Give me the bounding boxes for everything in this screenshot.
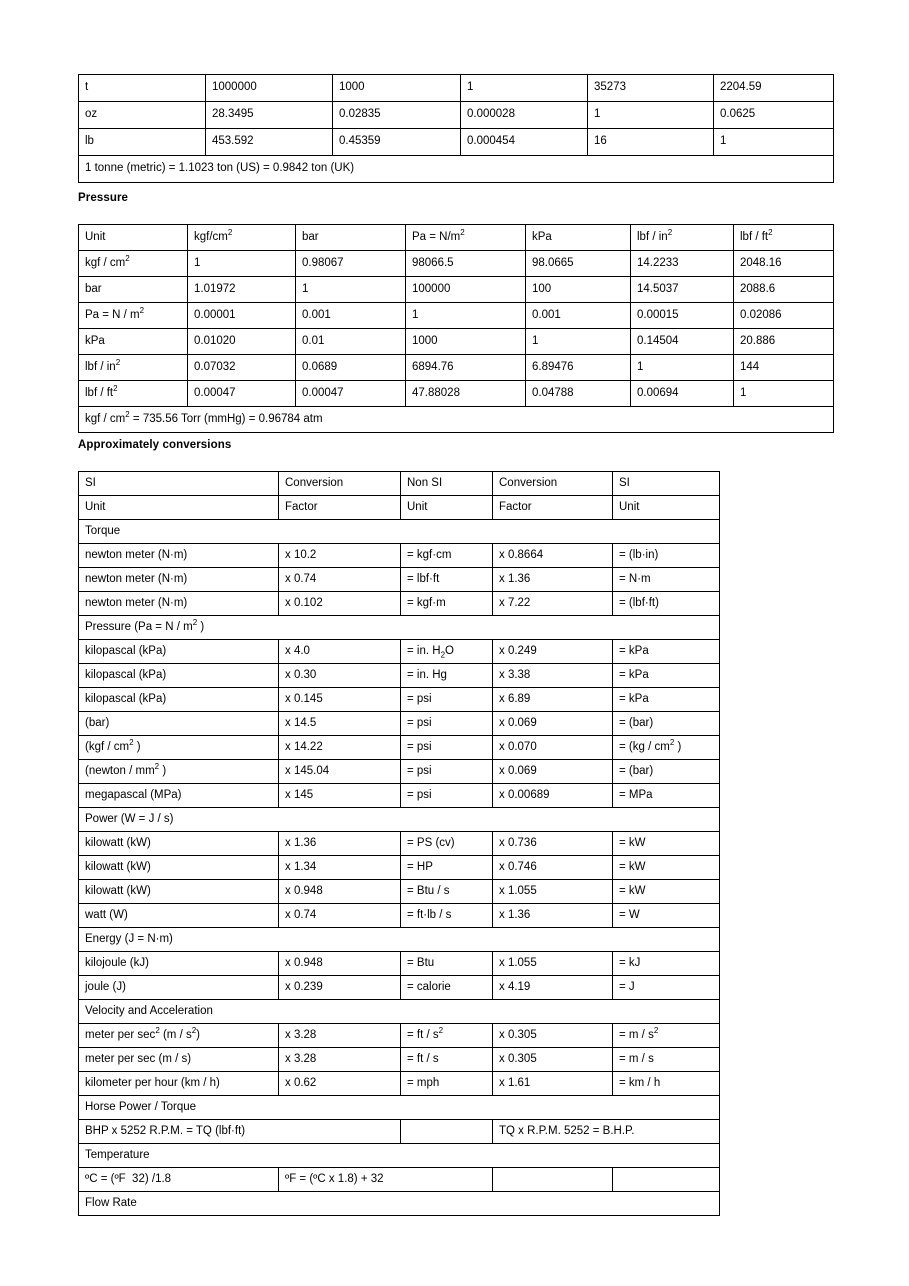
table-row [79,1024,720,1048]
approx-column-header: Non SI [401,472,493,496]
approx-column-subheader: Factor [279,496,401,520]
pressure-column-header: bar [296,225,406,251]
pressure-value-cell: 0.01 [296,329,406,355]
approx-column-subheader: Unit [401,496,493,520]
conversion-factor-cell: x 0.62 [279,1072,401,1096]
si-unit-cell: = MPa [613,784,720,808]
mass-value-cell: 453.592 [206,129,333,156]
pressure-value-cell: 1 [296,277,406,303]
group-label-row [79,928,720,952]
non-si-unit-cell: = psi [401,736,493,760]
temperature-fahrenheit-formula: ºF = (ºC x 1.8) + 32 [279,1168,493,1192]
pressure-value-cell: 2048.16 [734,251,834,277]
conversion-factor-cell: x 1.34 [279,856,401,880]
group-label: Flow Rate [79,1192,720,1216]
conversion-factor-cell: x 0.102 [279,592,401,616]
si-unit-cell: = (lb·in) [613,544,720,568]
table-row [79,1048,720,1072]
conversion-factor-cell: x 0.239 [279,976,401,1000]
pressure-column-header: $Pa = N/m^2$ [406,225,526,251]
si-unit-cell: ($kgf / cm^2$ ) [79,736,279,760]
table-row [79,1120,720,1144]
pressure-value-cell: 1 [734,381,834,407]
group-label-row [79,1144,720,1168]
pressure-unit-cell: kgf / $cm^2$ [79,251,188,277]
pressure-value-cell: 6894.76 [406,355,526,381]
si-unit-cell: = m / s [613,1048,720,1072]
table-row [79,760,720,784]
pressure-value-cell: 0.01020 [188,329,296,355]
pressure-value-cell: 14.2233 [631,251,734,277]
non-si-unit-cell: = in. $H_2O$ [401,640,493,664]
si-unit-cell: kilowatt (kW) [79,856,279,880]
conversion-factor-cell: x 1.36 [493,904,613,928]
si-unit-cell: kilopascal (kPa) [79,640,279,664]
pressure-value-cell: 1 [188,251,296,277]
approx-column-header: SI [79,472,279,496]
si-unit-cell: = kPa [613,640,720,664]
table-row [79,664,720,688]
table-row [79,303,834,329]
pressure-value-cell: 100000 [406,277,526,303]
conversion-factor-cell: x 0.74 [279,568,401,592]
pressure-unit-cell: lbf / $in^2$ [79,355,188,381]
table-row [79,880,720,904]
non-si-unit-cell: = ft·lb / s [401,904,493,928]
pressure-column-header: lbf / $ft^2$ [734,225,834,251]
mass-value-cell: 35273 [588,75,714,102]
conversion-factor-cell: x 4.0 [279,640,401,664]
si-unit-cell: = (bar) [613,712,720,736]
table-footnote-row [79,156,834,183]
pressure-value-cell: 98066.5 [406,251,526,277]
pressure-value-cell: 100 [526,277,631,303]
table-footnote-row [79,407,834,433]
pressure-value-cell: 0.00047 [296,381,406,407]
conversion-factor-cell: x 0.8664 [493,544,613,568]
conversion-factor-cell: x 0.145 [279,688,401,712]
mass-unit-cell: oz [79,102,206,129]
pressure-value-cell: 20.886 [734,329,834,355]
si-unit-cell: = kPa [613,688,720,712]
non-si-unit-cell: = Btu [401,952,493,976]
si-unit-cell: kilopascal (kPa) [79,688,279,712]
conversion-factor-cell: x 0.30 [279,664,401,688]
table-row [79,381,834,407]
conversion-factor-cell: x 1.055 [493,952,613,976]
table-row [79,544,720,568]
pressure-value-cell: 1 [406,303,526,329]
pressure-value-cell: 144 [734,355,834,381]
pressure-section-heading: Pressure [78,192,129,204]
approx-column-header: Conversion [279,472,401,496]
pressure-unit-cell: $Pa = N / m^2$ [79,303,188,329]
mass-value-cell: 1 [714,129,834,156]
temperature-celsius-formula: ºC = (ºF 32) /1.8 [79,1168,279,1192]
group-label-row [79,520,720,544]
approx-column-subheader: Factor [493,496,613,520]
group-label: Torque [79,520,720,544]
mass-value-cell: 28.3495 [206,102,333,129]
si-unit-cell: = N·m [613,568,720,592]
table-row [79,904,720,928]
pressure-column-header: Unit [79,225,188,251]
mass-value-cell: 1 [461,75,588,102]
si-unit-cell: = W [613,904,720,928]
mass-value-cell: 0.45359 [333,129,461,156]
pressure-value-cell: 0.00015 [631,303,734,329]
pressure-value-cell: 0.00694 [631,381,734,407]
table-row [79,736,720,760]
si-unit-cell: watt (W) [79,904,279,928]
mass-value-cell: 1 [588,102,714,129]
si-unit-cell: = (bar) [613,760,720,784]
conversion-factor-cell: x 0.00689 [493,784,613,808]
non-si-unit-cell: = mph [401,1072,493,1096]
group-label: Energy (J = N·m) [79,928,720,952]
si-unit-cell: newton meter (N·m) [79,544,279,568]
table-row [79,640,720,664]
si-unit-cell: = (lbf·ft) [613,592,720,616]
conversion-factor-cell: x 6.89 [493,688,613,712]
bhp-formula-middle [401,1120,493,1144]
pressure-value-cell: 0.001 [296,303,406,329]
temperature-blank-cell [613,1168,720,1192]
group-label: Pressure ($Pa = N / m^2$ ) [79,616,720,640]
table-row [79,832,720,856]
si-unit-cell: = J [613,976,720,1000]
conversion-factor-cell: x 1.36 [279,832,401,856]
table-row [79,251,834,277]
bhp-formula-left: BHP x 5252 R.P.M. = TQ (lbf·ft) [79,1120,401,1144]
pressure-value-cell: 47.88028 [406,381,526,407]
group-label-row [79,616,720,640]
conversion-factor-cell: x 1.36 [493,568,613,592]
conversion-factor-cell: x 0.070 [493,736,613,760]
si-unit-cell: kilowatt (kW) [79,880,279,904]
mass-value-cell: 1000000 [206,75,333,102]
pressure-value-cell: 1 [631,355,734,381]
non-si-unit-cell: = HP [401,856,493,880]
si-unit-cell: megapascal (MPa) [79,784,279,808]
pressure-value-cell: 0.07032 [188,355,296,381]
conversion-factor-cell: x 1.055 [493,880,613,904]
si-unit-cell: newton meter (N·m) [79,568,279,592]
pressure-value-cell: 0.001 [526,303,631,329]
mass-unit-cell: lb [79,129,206,156]
non-si-unit-cell: = in. Hg [401,664,493,688]
pressure-value-cell: 0.00047 [188,381,296,407]
si-unit-cell: kilopascal (kPa) [79,664,279,688]
bhp-formula-right: TQ x R.P.M. 5252 = B.H.P. [493,1120,720,1144]
pressure-value-cell: 0.00001 [188,303,296,329]
pressure-value-cell: 0.02086 [734,303,834,329]
table-row [79,329,834,355]
group-label-row [79,808,720,832]
group-label-row [79,1192,720,1216]
approx-column-header: SI [613,472,720,496]
table-row [79,129,834,156]
table-row [79,355,834,381]
table-row [79,856,720,880]
conversion-factor-cell: x 14.5 [279,712,401,736]
non-si-unit-cell: = psi [401,760,493,784]
conversion-factor-cell: x 145.04 [279,760,401,784]
conversion-factor-cell: x 0.305 [493,1024,613,1048]
si-unit-cell: = ($kg / cm^2$ ) [613,736,720,760]
si-unit-cell: joule (J) [79,976,279,1000]
pressure-value-cell: 6.89476 [526,355,631,381]
conversion-factor-cell: x 0.069 [493,760,613,784]
si-unit-cell: = kW [613,832,720,856]
group-label-row [79,1000,720,1024]
conversion-factor-cell: x 0.746 [493,856,613,880]
pressure-value-cell: 1000 [406,329,526,355]
table-row [79,952,720,976]
table-row [79,277,834,303]
conversion-factor-cell: x 145 [279,784,401,808]
temperature-blank-cell [493,1168,613,1192]
mass-value-cell: 0.000454 [461,129,588,156]
non-si-unit-cell: = psi [401,688,493,712]
table-row [79,688,720,712]
table-row [79,1072,720,1096]
pressure-value-cell: 1 [526,329,631,355]
pressure-column-header: lbf / $in^2$ [631,225,734,251]
non-si-unit-cell: = Btu / s [401,880,493,904]
si-unit-cell: = m / $s^2$ [613,1024,720,1048]
table-row [79,568,720,592]
mass-value-cell: 0.000028 [461,102,588,129]
pressure-value-cell: 0.0689 [296,355,406,381]
pressure-value-cell: 0.98067 [296,251,406,277]
conversion-factor-cell: x 1.61 [493,1072,613,1096]
group-label: Temperature [79,1144,720,1168]
pressure-conversion-table [78,224,834,433]
conversion-factor-cell: x 0.305 [493,1048,613,1072]
conversion-factor-cell: x 10.2 [279,544,401,568]
table-row [79,712,720,736]
pressure-column-header: kgf/$cm^2$ [188,225,296,251]
conversion-factor-cell: x 0.069 [493,712,613,736]
si-unit-cell: kilowatt (kW) [79,832,279,856]
non-si-unit-cell: = calorie [401,976,493,1000]
non-si-unit-cell: = psi [401,784,493,808]
conversion-factor-cell: x 3.38 [493,664,613,688]
conversion-factor-cell: x 0.736 [493,832,613,856]
non-si-unit-cell: = psi [401,712,493,736]
table-row [79,784,720,808]
table-row [79,75,834,102]
conversion-factor-cell: x 0.948 [279,952,401,976]
group-label: Power (W = J / s) [79,808,720,832]
table-row [79,102,834,129]
pressure-unit-cell: kPa [79,329,188,355]
non-si-unit-cell: = kgf·cm [401,544,493,568]
table-row [79,976,720,1000]
mass-value-cell: 16 [588,129,714,156]
mass-conversion-table [78,74,834,183]
mass-value-cell: 1000 [333,75,461,102]
non-si-unit-cell: = ft / s [401,1048,493,1072]
conversion-factor-cell: x 14.22 [279,736,401,760]
conversion-factor-cell: x 7.22 [493,592,613,616]
si-unit-cell: (newton / $mm^2$ ) [79,760,279,784]
pressure-value-cell: 14.5037 [631,277,734,303]
pressure-value-cell: 0.04788 [526,381,631,407]
si-unit-cell: meter per sec (m / s) [79,1048,279,1072]
pressure-value-cell: 1.01972 [188,277,296,303]
non-si-unit-cell: = ft / $s^2$ [401,1024,493,1048]
table-header-row [79,472,720,496]
non-si-unit-cell: = kgf·m [401,592,493,616]
pressure-unit-cell: lbf / $ft^2$ [79,381,188,407]
non-si-unit-cell: = PS (cv) [401,832,493,856]
non-si-unit-cell: = lbf·ft [401,568,493,592]
si-unit-cell: = km / h [613,1072,720,1096]
conversion-factor-cell: x 4.19 [493,976,613,1000]
si-unit-cell: kilojoule (kJ) [79,952,279,976]
conversion-factor-cell: x 3.28 [279,1024,401,1048]
si-unit-cell: = kJ [613,952,720,976]
si-unit-cell: kilometer per hour (km / h) [79,1072,279,1096]
mass-unit-cell: t [79,75,206,102]
table-row [79,1168,720,1192]
table-header-row [79,496,720,520]
approx-column-header: Conversion [493,472,613,496]
si-unit-cell: = kPa [613,664,720,688]
approximate-conversions-table [78,471,720,1216]
conversion-factor-cell: x 0.948 [279,880,401,904]
mass-value-cell: 0.0625 [714,102,834,129]
pressure-footnote: kgf / $cm^2 = 735.56$ Torr (mmHg) = 0.96784 atm [79,407,834,433]
mass-footnote: 1 tonne (metric) = 1.1023 ton (US) = 0.9842 ton (UK) [79,156,834,183]
group-label-row [79,1096,720,1120]
table-row [79,592,720,616]
mass-value-cell: 2204.59 [714,75,834,102]
si-unit-cell: newton meter (N·m) [79,592,279,616]
approx-section-heading: Approximately conversions [78,439,232,451]
pressure-value-cell: 98.0665 [526,251,631,277]
si-unit-cell: = kW [613,856,720,880]
group-label: Horse Power / Torque [79,1096,720,1120]
conversion-factor-cell: x 3.28 [279,1048,401,1072]
si-unit-cell: (bar) [79,712,279,736]
si-unit-cell: meter per $\sec^2 (m / s^2)$ [79,1024,279,1048]
table-header-row [79,225,834,251]
mass-value-cell: 0.02835 [333,102,461,129]
group-label: Velocity and Acceleration [79,1000,720,1024]
pressure-value-cell: 2088.6 [734,277,834,303]
conversion-factor-cell: x 0.74 [279,904,401,928]
approx-column-subheader: Unit [613,496,720,520]
pressure-value-cell: 0.14504 [631,329,734,355]
approx-column-subheader: Unit [79,496,279,520]
pressure-unit-cell: bar [79,277,188,303]
conversion-factor-cell: x 0.249 [493,640,613,664]
si-unit-cell: = kW [613,880,720,904]
pressure-column-header: kPa [526,225,631,251]
